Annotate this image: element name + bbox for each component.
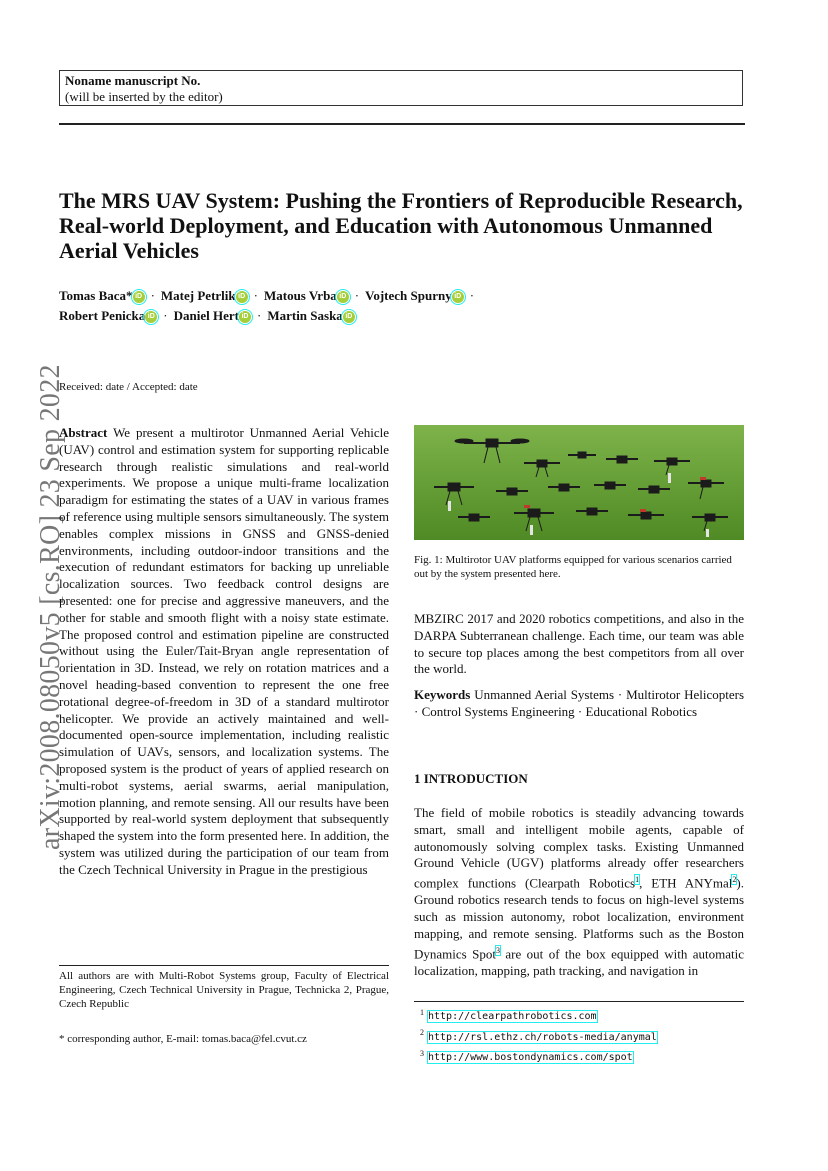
author-list	[59, 286, 749, 326]
intro-text: The field of mobile robotics is steadily advancing towards smart, small and intelligent mobile agents, capable of autonomously solving complex tasks. Existing Unmanned Ground Vehicle (UGV) platforms already offer researchers complex functions (Clearpath Robotics	[414, 805, 744, 891]
intro-text: , ETH ANYmal	[639, 875, 733, 891]
figure-caption: Fig. 1: Multirotor UAV platforms equipped for various scenarios carried out by the system presented here.	[414, 554, 732, 580]
orcid-icon[interactable]: iD	[337, 291, 349, 303]
url-footnote	[420, 1025, 657, 1045]
figure-uav-photo	[414, 425, 744, 540]
footnote-number: 1	[420, 1008, 424, 1017]
paper-title: The MRS UAV System: Pushing the Frontiers of Reproducible Research, Real-world Deployment, and Education with Autonomous Unmanned Aerial Vehicles	[59, 188, 743, 263]
abstract-continuation: MBZIRC 2017 and 2020 robotics competitions, and also in the DARPA Subterranean challenge. Each time, our team was able to secure top places among the best competitors from all over the world.	[414, 611, 744, 677]
keywords-block	[414, 687, 744, 721]
author-separator: ·	[354, 288, 360, 303]
uav-fleet-illustration	[414, 425, 744, 540]
author-separator: ·	[469, 288, 475, 303]
orcid-icon[interactable]: iD	[145, 311, 157, 323]
footnote-url-link[interactable]: http://rsl.ethz.ch/robots-media/anymal	[428, 1031, 657, 1043]
orcid-icon[interactable]: iD	[343, 311, 355, 323]
author-name: Matej Petrlik	[160, 288, 236, 303]
arxiv-sidebar	[15, 364, 66, 850]
footnote-link[interactable]: 2	[732, 875, 737, 885]
footnote-number: 2	[420, 1028, 424, 1038]
footnote-url-link[interactable]: http://clearpathrobotics.com	[428, 1011, 597, 1023]
arxiv-identifier: arXiv:2008.08050v5 [cs.RO] 23 Sep 2022	[35, 364, 66, 850]
orcid-icon[interactable]: iD	[236, 291, 248, 303]
footnote-number: 3	[420, 1048, 424, 1058]
url-footnotes	[420, 1005, 657, 1066]
intro-text: are out of the box equipped with automatic localization, mapping, path tracking, and navigation in	[414, 946, 744, 978]
author-separator: ·	[150, 288, 155, 303]
footnote-rule-right	[414, 1001, 744, 1002]
author-name: Daniel Hert	[173, 308, 239, 323]
received-line: Received: date / Accepted: date	[59, 381, 198, 393]
author-name: Martin Saska	[267, 308, 343, 323]
orcid-icon[interactable]: iD	[452, 291, 464, 303]
abstract-text: We present a multirotor Unmanned Aerial Vehicle (UAV) control and estimation system for supporting replicable research through realistic simulations and real-world experiments. We propose a unique multi-frame localization paradigm for estimating the states of a UAV in various frames of reference using multiple sensors simultaneously. The system enables complex missions in GNSS and GNSS-denied environments, including outdoor-indoor transitions and the execution of redundant estimators for backing up unreliable localization sources. Two feedback control designs are presented: one for precise and aggressive maneuvers, and the other for stable and smooth flight with a noisy state estimate. The proposed control and estimation pipeline are constructed without using the Euler/Tait-Bryan angle representation of orientation in 3D. Instead, we rely on rotation matrices and a novel heading-based convention to represent the one free rotational degree-of-freedom in 3D of a standard multirotor helicopter. We provide an actively maintained and well-documented open-source implementation, including realistic simulation of UAVs, sensors, and localization systems. The proposed system is the product of years of applied research on multi-robot systems, aerial swarms, aerial manipulation, motion planning, and remote sensing. All our results have been supported by real-world system deployment that subsequently shaped the system into the form presented here. In addition, the system was utilized during the participation of our team from the Czech Technical University in Prague in the prestigious	[59, 425, 390, 877]
keywords-label: Keywords	[414, 687, 471, 702]
author-separator: ·	[163, 308, 168, 323]
editor-note: (will be inserted by the editor)	[65, 89, 223, 104]
author-name: Robert Penicka	[59, 308, 146, 323]
keywords-text: Unmanned Aerial Systems · Multirotor Helicopters · Control Systems Engineering · Educational Robotics	[414, 687, 745, 719]
affiliation-footnote: All authors are with Multi-Robot Systems group, Faculty of Electrical Engineering, Czech Technical University in Prague, Technicka 2, Prague, Czech Republic	[59, 970, 389, 1010]
abstract-block	[59, 425, 389, 879]
author-name: Matous Vrba	[263, 288, 337, 303]
author-separator: ·	[256, 308, 262, 323]
orcid-icon[interactable]: iD	[133, 291, 145, 303]
header-rule	[59, 123, 745, 125]
footnote-url-link[interactable]: http://www.bostondynamics.com/spot	[428, 1051, 633, 1063]
corresponding-author-footnote: * corresponding author, E-mail: tomas.baca@fel.cvut.cz	[59, 1033, 307, 1045]
manuscript-number-label: Noname manuscript No.	[65, 73, 201, 88]
abstract-label: Abstract	[59, 425, 108, 440]
url-footnote	[420, 1005, 657, 1025]
author-separator: ·	[253, 288, 258, 303]
manuscript-header-box	[59, 70, 743, 106]
orcid-icon[interactable]: iD	[239, 311, 251, 323]
url-footnote	[420, 1046, 657, 1066]
footnote-rule-left	[59, 965, 389, 966]
author-name: Tomas Baca*	[59, 288, 133, 303]
intro-text: ). Ground robotics research tends to focus on high-level systems such as mission autonomy, robot localization, environment mapping, and remote sensing. Platforms such as the Boston Dynamics Spot	[414, 875, 744, 962]
section-heading: 1 INTRODUCTION	[414, 771, 528, 786]
author-name: Vojtech Spurny	[365, 288, 452, 303]
introduction-paragraph	[414, 805, 744, 980]
footnote-link[interactable]: 3	[495, 945, 500, 955]
footnote-link[interactable]: 1	[635, 875, 640, 885]
